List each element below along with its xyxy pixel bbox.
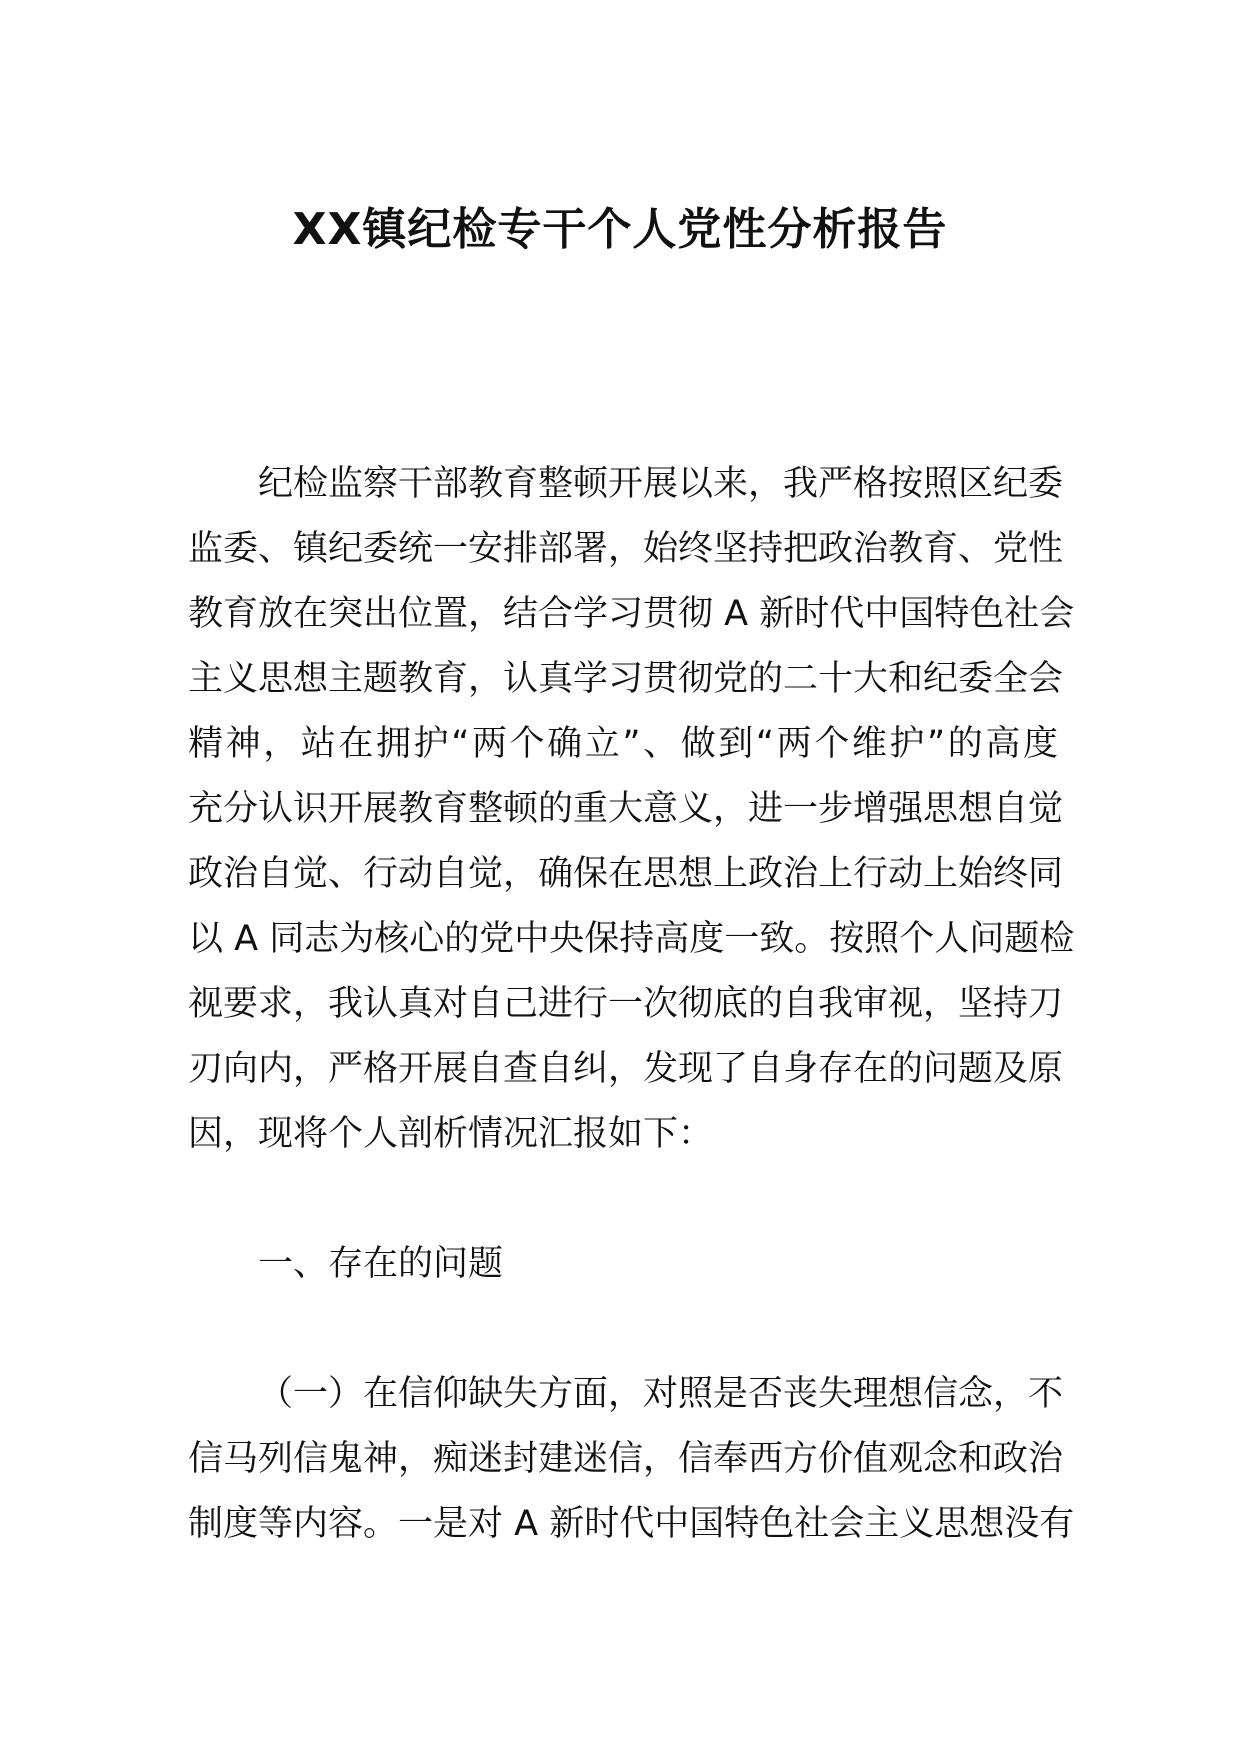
paragraph-line: 以 A 同志为核心的党中央保持高度一致。按照个人问题检 (188, 919, 1075, 959)
paragraph-line: 精神，站在拥护“两个确立”、做到“两个维护”的高度 (188, 724, 1058, 764)
section-heading (188, 1232, 1058, 1297)
section-heading-text: 一、存在的问题 (258, 1244, 504, 1284)
document-title: XX镇纪检专干个人党性分析报告 (292, 204, 948, 255)
paragraph-line: 视要求，我认真对自己进行一次彻底的自我审视，坚持刀 (188, 984, 1064, 1024)
intro-paragraph (188, 452, 1075, 1167)
paragraph-line: 政治自觉、行动自觉，确保在思想上政治上行动上始终同 (188, 854, 1064, 894)
paragraph-line: 教育放在突出位置，结合学习贯彻 A 新时代中国特色社会 (188, 594, 1075, 634)
paragraph-line: 主义思想主题教育，认真学习贯彻党的二十大和纪委全会 (188, 659, 1064, 699)
paragraph-line: 充分认识开展教育整顿的重大意义，进一步增强思想自觉 (188, 789, 1064, 829)
paragraph-line: 因，现将个人剖析情况汇报如下： (188, 1114, 714, 1154)
paragraph-line: 监委、镇纪委统一安排部署，始终坚持把政治教育、党性 (188, 529, 1064, 569)
paragraph-line: 信马列信鬼神，痴迷封建迷信，信奉西方价值观念和政治 (188, 1439, 1064, 1479)
problem-paragraph (188, 1362, 1075, 1557)
paragraph-line: 纪检监察干部教育整顿开展以来，我严格按照区纪委 (258, 464, 1064, 504)
paragraph-line: 制度等内容。一是对 A 新时代中国特色社会主义思想没有 (188, 1504, 1075, 1544)
paragraph-line: （一）在信仰缺失方面，对照是否丧失理想信念，不 (258, 1374, 1064, 1414)
paragraph-line: 刃向内，严格开展自查自纠，发现了自身存在的问题及原 (188, 1049, 1064, 1089)
